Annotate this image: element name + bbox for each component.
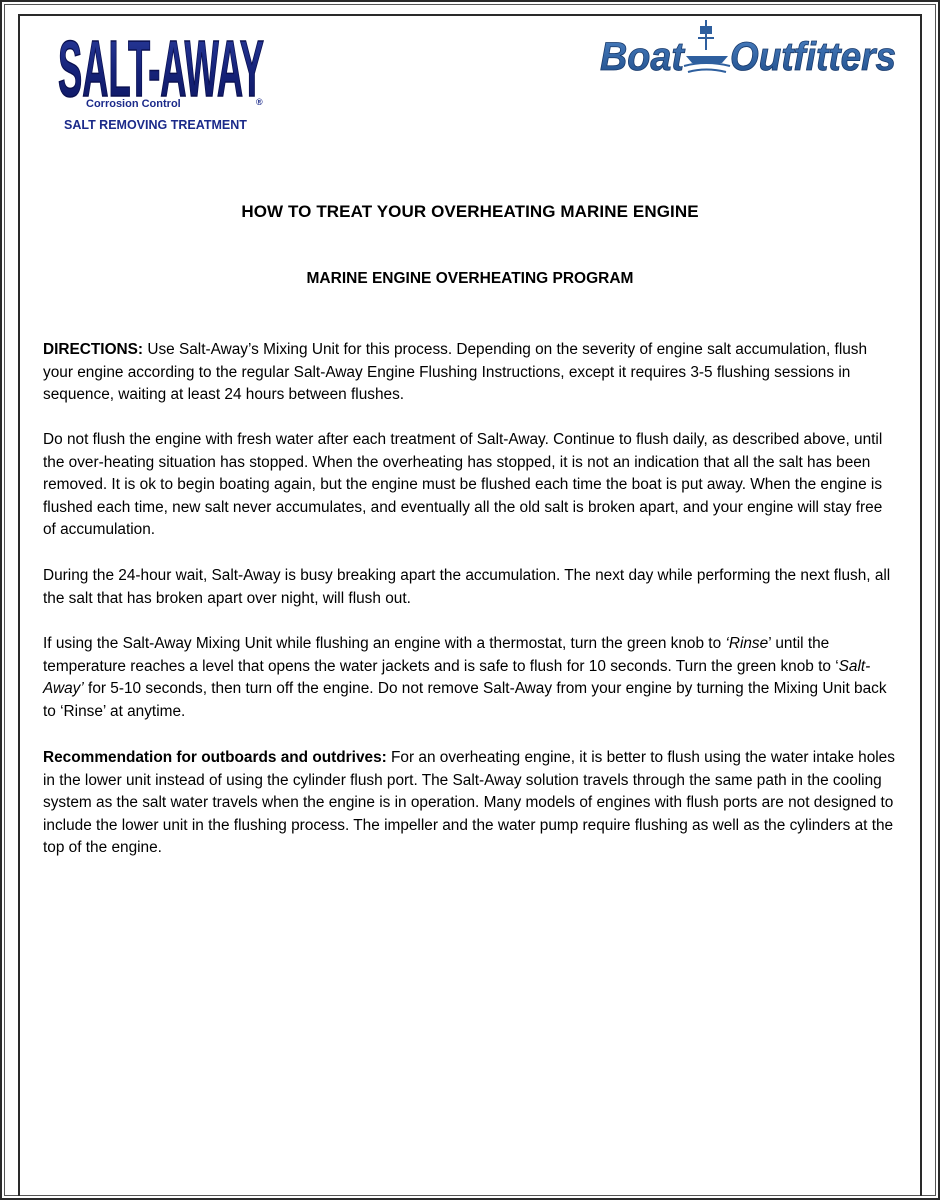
salt-away-tagline: Corrosion Control [86,98,181,110]
paragraph-do-not-flush: Do not flush the engine with fresh water after each treatment of Salt-Away. Continue to flush daily, as described above, until the over-heating situation has stopped. When the overheating has stopped, it is not an indication that all the salt has been removed. It is ok to begin boating again, but the engine must be flushed each time the boat is put away. When the engine is flushed each time, new salt never accumulates, and eventually all the old salt is broken apart, and your engine will stay free of accumulation. [43,431,883,538]
mixing-unit-text-a: If using the Salt-Away Mixing Unit while flushing an engine with a thermostat, turn the green knob to [43,635,726,652]
paragraph-24-hour-wait: During the 24-hour wait, Salt-Away is busy breaking apart the accumulation. The next day while performing the next flush, all the salt that has broken apart over night, will flush out. [43,567,891,607]
boat-outfitters-word-1: Boat [600,35,686,79]
directions-lead: DIRECTIONS: [43,341,144,358]
boat-outfitters-logo [598,16,900,80]
mixing-unit-text-c: ’ until the temperature reaches a level that opens the water jackets and is safe to flush for 10 seconds. Turn the green knob to ‘ [43,635,839,675]
document-title: HOW TO TREAT YOUR OVERHEATING MARINE ENGINE [241,202,699,221]
boat-outfitters-word-2: Outfitters [730,35,896,79]
salt-away-wordmark: SALT-AWAY [58,25,264,103]
document-subtitle: MARINE ENGINE OVERHEATING PROGRAM [306,270,634,287]
paragraph-recommendation [43,747,898,860]
boat-icon [684,20,730,72]
salt-away-subtitle: SALT REMOVING TREATMENT [64,118,247,132]
paragraph-mixing-unit [43,633,898,723]
salt-away-logo [58,18,273,136]
mixing-unit-rinse: ‘Rinse [725,635,769,652]
paragraph-directions [43,339,898,407]
recommendation-lead: Recommendation for outboards and outdrives: [43,749,387,766]
directions-text: Use Salt-Away’s Mixing Unit for this process. Depending on the severity of engine salt accumulation, flush your engine according to the regular Salt-Away Engine Flushing Instructions, except it requires 3-5 flushing sessions in sequence, waiting at least 24 hours between flushes. [43,341,868,403]
registered-mark: ® [256,97,263,107]
mixing-unit-text-e: for 5-10 seconds, then turn off the engine. Do not remove Salt-Away from your engine by turning the Mixing Unit back to ‘Rinse’ at anytime. [43,680,887,720]
mixing-unit-salt-away: Salt-Away’ [43,657,871,697]
recommendation-text: For an overheating engine, it is better to flush using the water intake holes in the lower unit instead of using the cylinder flush port. The Salt-Away solution travels through the same path in the cooling system as the salt water travels when the engine is in operation. Many models of engines with flush ports are not designed to include the lower unit in the flushing process. The impeller and the water pump require flushing as well as the cylinders at the top of the engine. [43,749,895,856]
